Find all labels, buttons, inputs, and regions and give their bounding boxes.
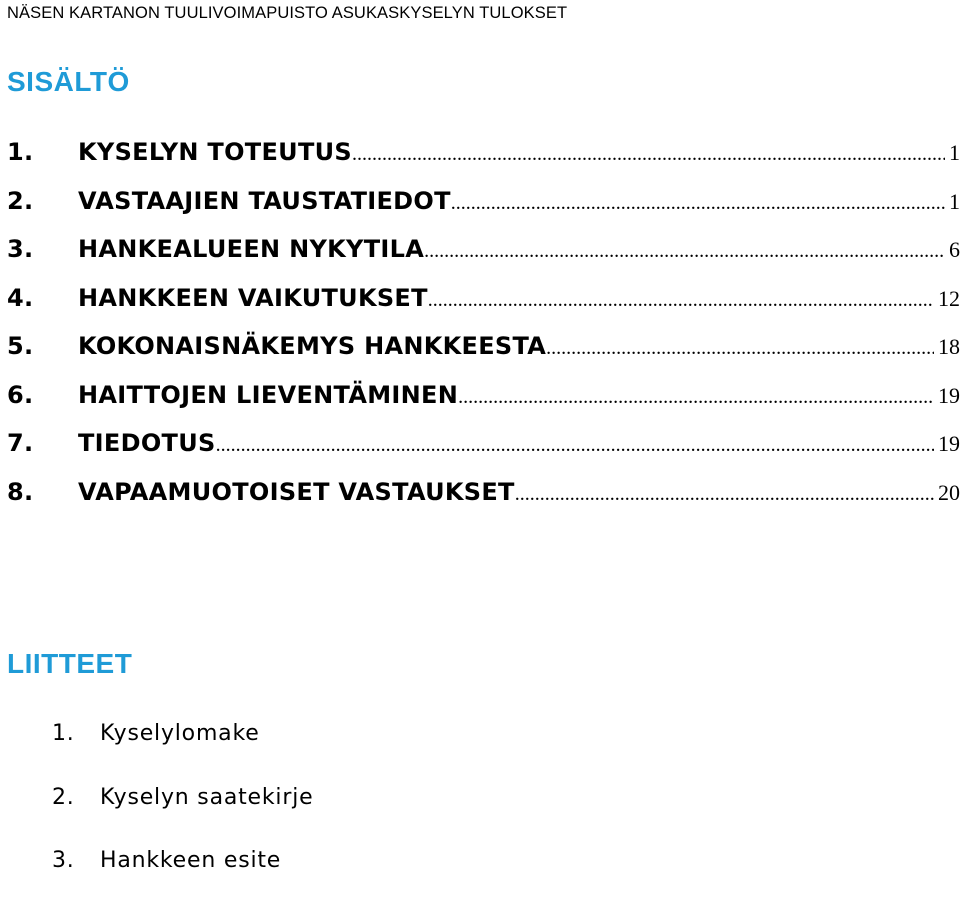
toc-dot-leader [546, 330, 934, 366]
toc-entry-page: 1 [949, 188, 960, 214]
appendix-number: 1. [52, 721, 75, 746]
document-header: NÄSEN KARTANON TUULIVOIMAPUISTO ASUKASKYSELYN TULOKSET [7, 4, 568, 22]
toc-dot-leader [451, 185, 945, 221]
toc-entry-number: 3. [7, 235, 34, 263]
toc-entry[interactable] [7, 134, 960, 183]
toc-entry-number: 8. [7, 477, 34, 506]
toc-entry-title: HAITTOJEN LIEVENTÄMINEN [78, 380, 459, 409]
toc-entry-page: 19 [938, 431, 960, 456]
toc-entry-title: KYSELYN TOTEUTUS [78, 138, 353, 166]
toc-entry-title: HANKKEEN VAIKUTUKSET [78, 283, 428, 312]
toc-dot-leader [424, 233, 945, 269]
toc-entry[interactable] [7, 183, 960, 232]
toc-heading: SISÄLTÖ [7, 66, 130, 97]
appendix-title: Kyselylomake [100, 721, 260, 746]
toc-entry-title: HANKEALUEEN NYKYTILA [78, 235, 425, 263]
appendix-title: Hankkeen esite [100, 848, 282, 873]
toc-entry[interactable] [7, 328, 960, 377]
toc-entry-number: 6. [7, 380, 34, 409]
toc-entry-number: 4. [7, 283, 34, 312]
toc-entry[interactable] [7, 425, 960, 474]
toc-entry-page: 20 [938, 479, 960, 505]
appendix-item [52, 845, 313, 909]
toc-entry-page: 12 [938, 285, 960, 311]
toc-dot-leader [458, 379, 934, 415]
appendix-item [52, 718, 313, 782]
toc-entry[interactable] [7, 231, 960, 280]
toc-dot-leader [216, 427, 934, 463]
toc-entry-title: VAPAAMUOTOISET VASTAUKSET [78, 477, 515, 506]
table-of-contents [7, 134, 960, 522]
toc-entry-page: 18 [938, 334, 960, 359]
appendix-number: 2. [52, 784, 75, 810]
toc-entry[interactable] [7, 377, 960, 426]
toc-entry-number: 2. [7, 186, 34, 215]
toc-entry-number: 5. [7, 332, 34, 360]
toc-entry-title: TIEDOTUS [78, 429, 216, 457]
toc-entry-number: 1. [7, 138, 34, 166]
appendix-item [52, 782, 313, 846]
toc-entry-title: VASTAAJIEN TAUSTATIEDOT [78, 186, 451, 215]
toc-entry[interactable] [7, 280, 960, 329]
appendix-list [52, 718, 313, 909]
toc-entry-page: 6 [949, 237, 960, 262]
toc-entry-page: 1 [949, 140, 960, 165]
toc-entry-number: 7. [7, 429, 34, 457]
appendix-title: Kyselyn saatekirje [100, 784, 314, 810]
toc-entry-title: KOKONAISNÄKEMYS HANKKEESTA [78, 332, 547, 360]
appendices-heading: LIITTEET [7, 648, 133, 679]
toc-dot-leader [428, 282, 934, 318]
toc-entry-page: 19 [938, 382, 960, 408]
toc-dot-leader [515, 476, 934, 512]
toc-entry[interactable] [7, 474, 960, 523]
appendix-number: 3. [52, 848, 75, 873]
toc-dot-leader [352, 136, 945, 172]
